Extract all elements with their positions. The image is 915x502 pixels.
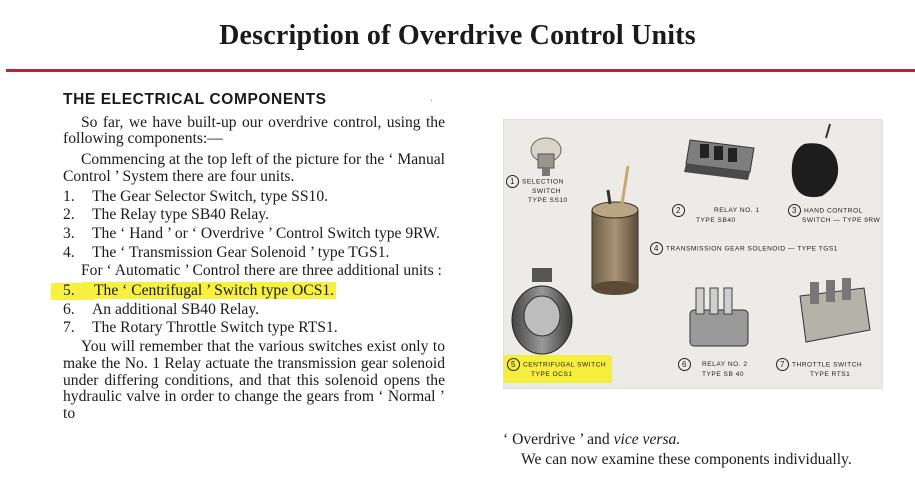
selection-switch-image	[531, 138, 561, 176]
figure-label-1	[506, 175, 568, 205]
list-item	[63, 302, 445, 319]
next-paragraph: We can now examine these components individually.	[521, 450, 852, 468]
print-speck: ·	[430, 96, 434, 107]
label-line: CENTRIFUGAL SWITCH	[523, 361, 607, 369]
label-number: 3	[788, 204, 801, 217]
list-item	[63, 245, 445, 262]
page-title: Description of Overdrive Control Units	[219, 20, 696, 51]
label-line: TRANSMISSION GEAR SOLENOID — TYPE TGS1	[666, 245, 838, 253]
list-item-text: The Rotary Throttle Switch type RTS1.	[92, 319, 338, 337]
transmission-solenoid-image	[592, 166, 638, 295]
list-item-text: The ‘ Centrifugal ’ Switch type OCS1.	[94, 282, 335, 300]
continuation-line	[503, 432, 885, 449]
list-item-text: An additional SB40 Relay.	[92, 300, 260, 318]
intro-paragraph: So far, we have built-up our overdrive control, using the following components:—	[63, 113, 445, 148]
relay-2-image	[690, 288, 748, 346]
label-number: 6	[678, 358, 691, 371]
label-number: 4	[650, 242, 663, 255]
right-column	[503, 432, 885, 468]
label-line: TYPE SB40	[696, 217, 736, 224]
label-number: 2	[672, 204, 685, 217]
figure-label-6	[678, 358, 748, 380]
title-divider	[6, 69, 915, 72]
label-line: SELECTION	[522, 178, 564, 186]
label-line: THROTTLE SWITCH	[792, 361, 863, 369]
list-item-number: 3.	[63, 224, 75, 242]
continuation-text: ‘ Overdrive ’ and	[503, 431, 614, 448]
relay-1-image	[684, 140, 754, 180]
label-line: TYPE SB 40	[702, 371, 745, 378]
figure-label-2	[672, 204, 760, 226]
centrifugal-switch-image	[512, 268, 572, 354]
components-photo	[503, 119, 883, 389]
list-item	[63, 226, 445, 243]
list-item-number: 5.	[63, 283, 94, 300]
list-item-text: The Relay type SB40 Relay.	[92, 206, 269, 224]
label-line: RELAY NO. 1	[714, 207, 760, 215]
figure-label-4	[650, 242, 838, 255]
list-item	[63, 189, 445, 206]
list-item-number: 2.	[63, 206, 75, 224]
label-line: SWITCH	[532, 188, 562, 195]
label-line: TYPE RTS1	[810, 371, 851, 378]
label-number: 1	[506, 175, 519, 188]
section-heading: THE ELECTRICAL COMPONENTS	[63, 91, 327, 108]
label-line: SWITCH — TYPE 9RW	[802, 217, 881, 224]
label-line: HAND CONTROL	[804, 207, 863, 215]
list-item	[63, 320, 445, 337]
label-number: 7	[776, 358, 789, 371]
continuation-emphasis: vice versa.	[613, 431, 681, 448]
list-item-highlighted	[63, 283, 445, 300]
label-line: TYPE OCS1	[531, 371, 573, 378]
list-item-text: The Gear Selector Switch, type SS10.	[92, 187, 329, 205]
figure-label-3	[788, 204, 880, 226]
figure-label-5	[504, 355, 612, 383]
manual-intro-paragraph: Commencing at the top left of the picture for the ‘ Manual Control ’ System there are four units.	[63, 151, 445, 185]
list-item-number: 6.	[63, 300, 75, 318]
list-item-number: 4.	[63, 243, 75, 261]
list-item-text: The ‘ Hand ’ or ‘ Overdrive ’ Control Switch type 9RW.	[92, 224, 440, 242]
label-number: 5	[507, 358, 520, 371]
auto-intro-paragraph: For ‘ Automatic ’ Control there are three additional units :	[81, 262, 442, 280]
hand-control-switch-image	[792, 124, 838, 197]
list-item-number: 1.	[63, 187, 75, 205]
throttle-switch-image	[800, 278, 870, 342]
list-item-number: 7.	[63, 319, 75, 337]
figure-label-7	[776, 358, 862, 380]
list-item	[63, 207, 445, 224]
closing-paragraph: You will remember that the various switches exist only to make the No. 1 Relay actuate the transmission gear solenoid under differing conditions, and that this solenoid opens the hydraulic valve in order to change the gears from ‘ Normal ’ to	[63, 338, 445, 422]
label-line: TYPE SS10	[528, 196, 568, 204]
list-item-text: The ‘ Transmission Gear Solenoid ’ type TGS1.	[92, 243, 390, 261]
left-column	[63, 92, 445, 426]
label-line: RELAY NO. 2	[702, 361, 748, 369]
